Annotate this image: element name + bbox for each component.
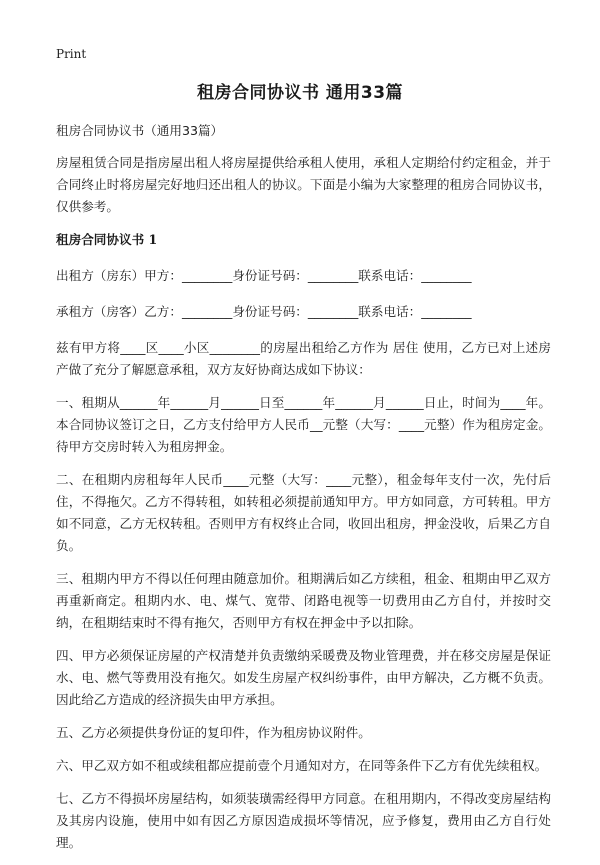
clause-7: 七、乙方不得损坏房屋结构，如须装璜需经得甲方同意。在租用期内，不得改变房屋结构及其房内设施，使用中如有因乙方原因造成损坏等情况，应予修复，费用由乙方自行处理。 xyxy=(56,791,551,850)
clause-4: 四、甲方必须保证房屋的产权清楚并负责缴纳采暖费及物业管理费，并在移交房屋是保证水、电、燃气等费用没有拖欠。如发生房屋产权纠纷事件，由甲方解决，乙方概不负责。因此给乙方造成的经济损失由甲方承担。 xyxy=(56,648,551,707)
document-body xyxy=(56,120,551,865)
clause-3: 三、租期内甲方不得以任何理由随意加价。租期满后如乙方续租，租金、租期由甲乙双方再重新商定。租期内水、电、煤气、宽带、闭路电视等一切费用由乙方自付，并按时交纳，在租期结束时不得有拖欠，否则甲方有权在押金中予以扣除。 xyxy=(56,571,551,630)
print-label: Print xyxy=(56,47,87,61)
document-subtitle: 租房合同协议书（通用33篇） xyxy=(56,123,224,138)
clause-2: 二、在租期内房租每年人民币____元整（大写：____元整），租金每年支付一次，先付后住，不得拖欠。乙方不得转租，如转租必须提前通知甲方。甲方如同意，方可转租。甲方如不同意，乙方无权转租。否则甲方有权终止合同，收回出租房，押金没收，后果乙方自负。 xyxy=(56,472,551,553)
clause-preamble: 兹有甲方将____区____小区________的房屋出租给乙方作为 居住 使用，乙方已对上述房产做了充分了解愿意承租，双方友好协商达成如下协议： xyxy=(56,340,551,377)
tenant-info-line: 承租方（房客）乙方：________身份证号码：________联系电话：________ xyxy=(56,304,472,319)
clause-5: 五、乙方必须提供身份证的复印件，作为租房协议附件。 xyxy=(56,725,371,740)
page-title: 租房合同协议书 通用33篇 xyxy=(196,83,404,103)
section-heading: 租房合同协议书 1 xyxy=(56,232,158,247)
intro-paragraph: 房屋租赁合同是指房屋出租人将房屋提供给承租人使用，承租人定期给付约定租金，并于合同终止时将房屋完好地归还出租人的协议。下面是小编为大家整理的租房合同协议书，仅供参考。 xyxy=(56,155,551,214)
clause-1: 一、租期从______年______月______日至______年______月______日止，时间为____年。本合同协议签订之日，乙方支付给甲方人民币__元整（大写：____元整）作为租房定金。待甲方交房时转入为租房押金。 xyxy=(56,395,551,454)
landlord-info-line: 出租方（房东）甲方：________身份证号码：________联系电话：________ xyxy=(56,268,472,283)
clause-6: 六、甲乙双方如不租或续租都应提前壹个月通知对方，在同等条件下乙方有优先续租权。 xyxy=(56,758,548,773)
